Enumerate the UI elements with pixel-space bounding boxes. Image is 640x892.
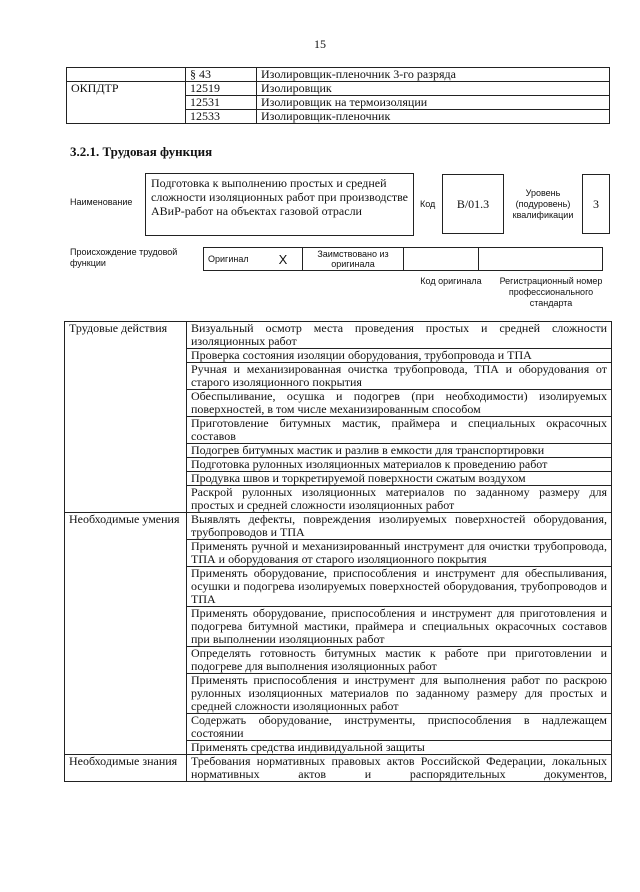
table-row — [204, 248, 603, 271]
reg-number-label: Регистрационный номер профессионального стандарта — [499, 276, 603, 308]
table-row — [67, 82, 610, 96]
function-code-value: B/01.3 — [442, 174, 504, 234]
function-details-table — [64, 321, 612, 782]
skills-item: Определять готовность битумных мастик к работе при приготовлении и подогреве для выполнения изоляционных работ — [187, 647, 612, 674]
okpdtr-name: Изолировщик-пленочник 3-го разряда — [257, 68, 610, 82]
level-value: 3 — [582, 174, 610, 234]
skills-label: Необходимые умения — [65, 513, 187, 755]
table-row — [65, 755, 612, 782]
knowledge-item: Требования нормативных правовых актов Российской Федерации, локальных нормативных актов и распорядительных документов, — [187, 755, 612, 782]
code-original-label: Код оригинала — [420, 276, 482, 286]
work-actions-item: Раскрой рулонных изоляционных материалов по заданному размеру для простых и средней сложности изоляционных работ — [187, 486, 612, 513]
skills-item: Содержать оборудование, инструменты, приспособления в надлежащем состоянии — [187, 714, 612, 741]
work-actions-item: Подготовка рулонных изоляционных материалов к проведению работ — [187, 458, 612, 472]
okpdtr-name: Изолировщик-пленочник — [257, 110, 610, 124]
work-actions-item: Приготовление битумных мастик, праймера и специальных окрасочных составов — [187, 417, 612, 444]
origin-label: Происхождение трудовой функции — [70, 247, 178, 268]
page-number: 15 — [314, 37, 326, 51]
skills-item: Применять оборудование, приспособления и инструмент для приготовления и подогрева битумной мастики, праймера и специальных окрасочных составов при выполнении изоляционных работ — [187, 607, 612, 647]
original-label: Оригинал — [204, 248, 265, 271]
code-label: Код — [420, 199, 436, 209]
skills-item: Применять средства индивидуальной защиты — [187, 741, 612, 755]
section-title: 3.2.1. Трудовая функция — [70, 144, 213, 159]
function-name-value: Подготовка к выполнению простых и средней сложности изоляционных работ при производстве АВиР-работ на объектах газовой отрасли — [145, 173, 414, 236]
borrowed-label: Заимствовано из оригинала — [303, 248, 404, 271]
okpdtr-code: 12519 — [186, 82, 257, 96]
work-actions-item: Подогрев битумных мастик и разлив в емкости для транспортировки — [187, 444, 612, 458]
work-actions-item: Проверка состояния изоляции оборудования, трубопровода и ТПА — [187, 349, 612, 363]
origin-table — [203, 247, 603, 271]
okpdtr-table — [66, 67, 610, 124]
okpdtr-label: ОКПДТР — [67, 82, 186, 124]
okpdtr-name: Изолировщик — [257, 82, 610, 96]
okpdtr-code: § 43 — [186, 68, 257, 82]
work-actions-label: Трудовые действия — [65, 322, 187, 513]
skills-item: Применять оборудование, приспособления и инструмент для обеспыливания, осушки и подогрева изолируемых поверхностей оборудования, трубопроводов и ТПА — [187, 567, 612, 607]
work-actions-item: Ручная и механизированная очистка трубопровода, ТПА и оборудования от старого изоляционного покрытия — [187, 363, 612, 390]
work-actions-item: Обеспыливание, осушка и подогрев (при необходимости) изолируемых поверхностей, в том числе механизированным способом — [187, 390, 612, 417]
table-row — [67, 68, 610, 82]
okpdtr-code: 12533 — [186, 110, 257, 124]
skills-item: Выявлять дефекты, повреждения изолируемых поверхностей оборудования, трубопроводов и ТПА — [187, 513, 612, 540]
reg-number-cell — [479, 248, 603, 271]
okpdtr-name: Изолировщик на термоизоляции — [257, 96, 610, 110]
name-label: Наименование — [70, 197, 133, 207]
table-row — [65, 513, 612, 540]
table-row — [65, 322, 612, 349]
knowledge-label: Необходимые знания — [65, 755, 187, 782]
okpdtr-code: 12531 — [186, 96, 257, 110]
original-mark: X — [264, 248, 303, 271]
level-label: Уровень (подуровень) квалификации — [512, 188, 574, 220]
skills-item: Применять ручной и механизированный инструмент для очистки трубопровода, ТПА и оборудования от старого изоляционного покрытия — [187, 540, 612, 567]
work-actions-item: Продувка швов и торкретируемой поверхности сжатым воздухом — [187, 472, 612, 486]
skills-item: Применять приспособления и инструмент для выполнения работ по раскрою рулонных изоляционных материалов по заданному размеру для простых и средней сложности изоляционных работ — [187, 674, 612, 714]
work-actions-item: Визуальный осмотр места проведения простых и средней сложности изоляционных работ — [187, 322, 612, 349]
code-original-cell — [404, 248, 479, 271]
